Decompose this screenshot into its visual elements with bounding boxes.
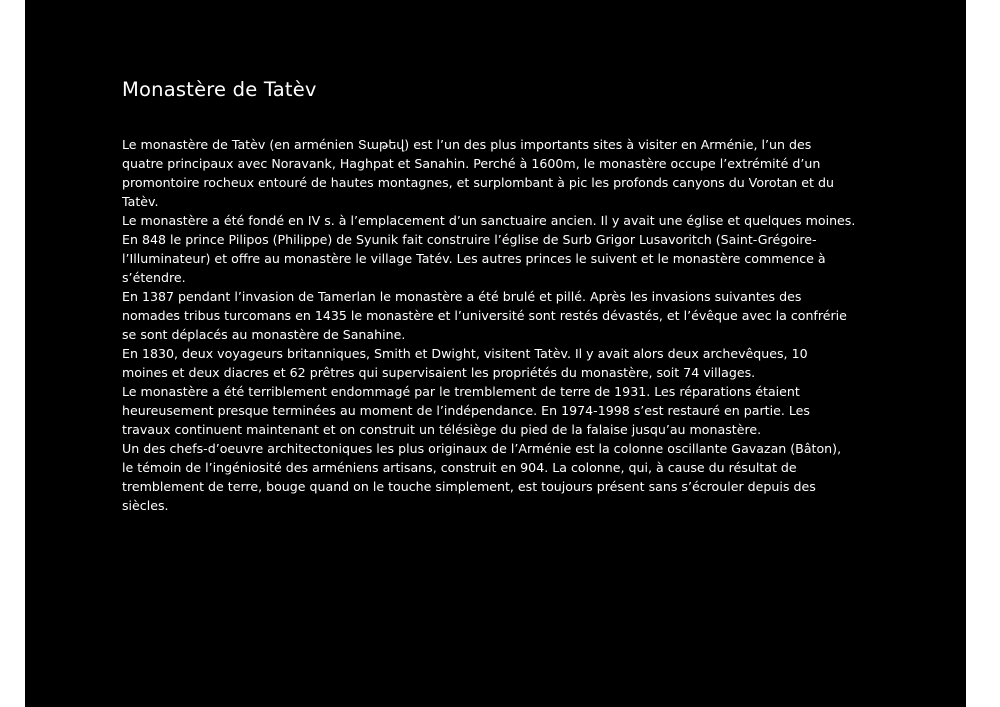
text-line: moines et deux diacres et 62 prêtres qui supervisaient les propriétés du monastère, soit 74 villages. [122, 365, 756, 380]
text-line: En 1387 pendant l’invasion de Tamerlan le monastère a été brulé et pillé. Après les invasions suivantes des [122, 289, 802, 304]
text-line: tremblement de terre, bouge quand on le touche simplement, est toujours présent sans s’écrouler depuis des [122, 479, 816, 494]
text-line: quatre principaux avec Noravank, Haghpat et Sanahin. Perché à 1600m, le monastère occupe l’extrémité d’un [122, 156, 821, 171]
text-line: En 1830, deux voyageurs britanniques, Smith et Dwight, visitent Tatèv. Il y avait alors deux archevêques, 10 [122, 346, 808, 361]
text-line: l’Illuminateur) et offre au monastère le village Tatév. Les autres princes le suivent et le monastère commence à [122, 251, 826, 266]
text-line: Tatèv. [122, 194, 159, 209]
text-line: En 848 le prince Pilipos (Philippe) de Syunik fait construire l’église de Surb Grigor Lusavoritch (Saint-Grégoire- [122, 232, 817, 247]
slide-panel [25, 0, 966, 707]
body-text [122, 135, 902, 515]
text-line: s’étendre. [122, 270, 186, 285]
text-line: siècles. [122, 498, 169, 513]
text-line: Le monastère de Tatèv (en arménien Տաթեվ) est l’un des plus importants sites à visiter en Arménie, l’un des [122, 137, 812, 152]
text-line: se sont déplacés au monastère de Sanahine. [122, 327, 406, 342]
text-line: heureusement presque terminées au moment de l’indépendance. En 1974-1998 s’est restauré en partie. Les [122, 403, 810, 418]
text-line: Le monastère a été fondé en IV s. à l’emplacement d’un sanctuaire ancien. Il y avait une église et quelques moines. [122, 213, 856, 228]
text-line: travaux continuent maintenant et on construit un télésiège du pied de la falaise jusqu’au monastère. [122, 422, 762, 437]
text-line: promontoire rocheux entouré de hautes montagnes, et surplombant à pic les profonds canyons du Vorotan et du [122, 175, 834, 190]
text-line: Un des chefs-d’oeuvre architectoniques les plus originaux de l’Arménie est la colonne oscillante Gavazan (Bâton), [122, 441, 842, 456]
text-line: le témoin de l’ingéniosité des arméniens artisans, construit en 904. La colonne, qui, à cause du résultat de [122, 460, 797, 475]
text-line: Le monastère a été terriblement endommagé par le tremblement de terre de 1931. Les réparations étaient [122, 384, 800, 399]
text-line: nomades tribus turcomans en 1435 le monastère et l’université sont restés dévastés, et l’évêque avec la confrérie [122, 308, 847, 323]
page-title: Monastère de Tatèv [122, 78, 317, 101]
